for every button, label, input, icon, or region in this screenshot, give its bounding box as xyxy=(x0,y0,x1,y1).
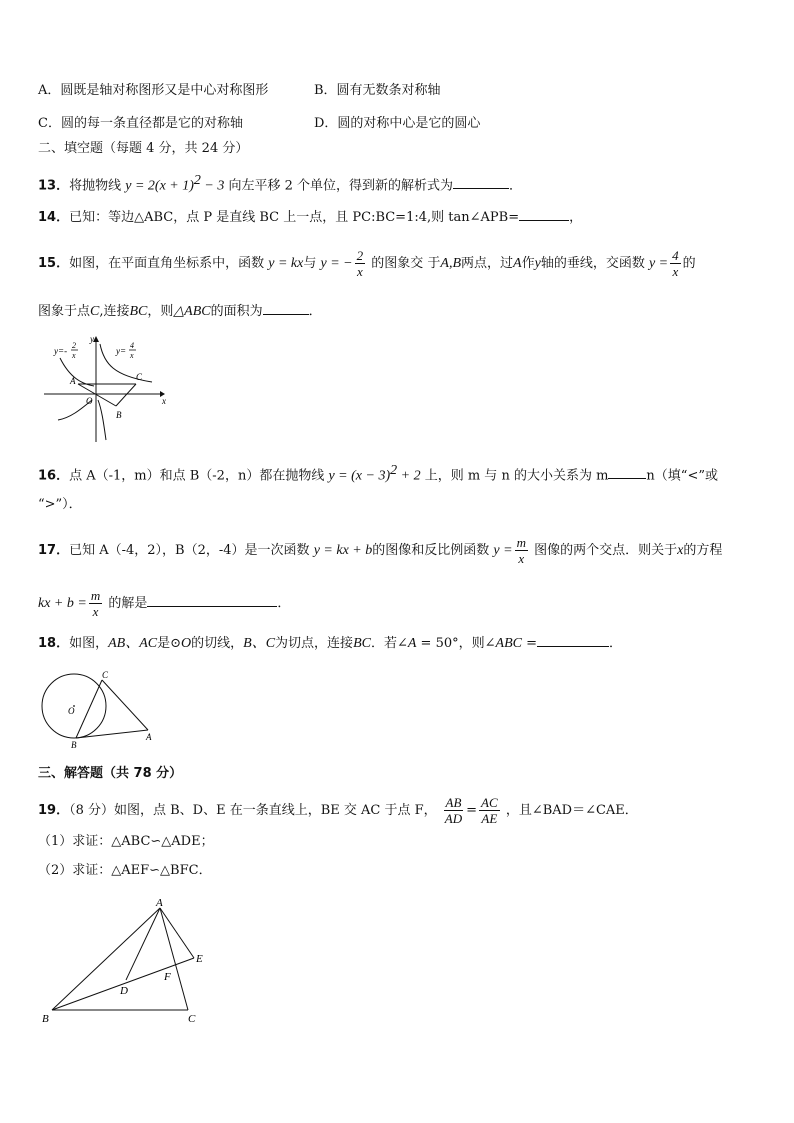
question-17-line1: 17．已知 A（-4，2），B（2，-4）是一次函数 y = kx + b的图像和反比例函数 y = $\frac{m}{x}$ 图像的两个交点．则关于x的方程 xyxy=(38,535,723,566)
svg-text:4: 4 xyxy=(130,341,134,350)
question-15-figure xyxy=(40,334,165,444)
point-a-label: A xyxy=(146,732,152,742)
origin-label: O xyxy=(86,396,93,406)
point-b-label: B xyxy=(71,740,77,750)
choice-c: C．圆的每一条直径都是它的对称轴 xyxy=(38,116,243,131)
point-c-label: C xyxy=(188,1013,196,1025)
x-axis-label: x xyxy=(162,396,166,406)
point-d-label: D xyxy=(120,985,128,997)
question-18: 18．如图，AB、AC是⊙O的切线，B、C为切点，连接BC．若∠A = 50°，则∠ABC = ． xyxy=(38,636,623,651)
point-a-label: A xyxy=(156,897,163,909)
answer-blank[interactable] xyxy=(519,208,569,221)
curve-neg2-lower xyxy=(98,400,106,440)
question-19-figure xyxy=(38,896,218,1028)
answer-blank[interactable] xyxy=(537,634,609,647)
answer-blank[interactable] xyxy=(608,466,646,479)
function-label-pos4: y= xyxy=(116,346,127,356)
choice-a: A．圆既是轴对称图形又是中心对称图形 xyxy=(38,83,269,98)
svg-text:x: x xyxy=(130,351,134,360)
choice-b: B．圆有无数条对称轴 xyxy=(314,83,441,98)
point-b-label: B xyxy=(42,1013,49,1025)
choice-d: D．圆的对称中心是它的圆心 xyxy=(314,116,481,131)
question-19-part-1: （1）求证：△ABC∽△ADE； xyxy=(38,834,214,849)
curve-neg2-upper xyxy=(60,358,94,386)
point-b-label: B xyxy=(116,410,122,420)
answer-blank[interactable] xyxy=(263,302,309,315)
point-f-label: F xyxy=(164,971,171,983)
question-19-part-2: （2）求证：△AEF∽△BFC． xyxy=(38,863,212,878)
section-fill-blank-heading: 二、填空题（每题 4 分，共 24 分） xyxy=(38,141,249,156)
center-o-label: O xyxy=(68,706,75,716)
svg-text:2: 2 xyxy=(72,341,76,350)
question-15-line1: 15．如图，在平面直角坐标系中，函数 y = kx与 y = − $\frac{2}{x}$ 的图象交 于A,B两点，过A作y轴的垂线，交函数 y = $\frac{4}{x}$ 的 xyxy=(38,248,696,279)
question-15-line2: 图象于点C,连接BC，则△ABC的面积为 ． xyxy=(38,304,322,319)
question-16-line2: “>”）． xyxy=(38,497,82,512)
question-14: 14．已知：等边△ABC，点 P 是直线 BC 上一点，且 PC:BC=1:4,则 tan∠APB= ， xyxy=(38,210,583,225)
point-e-label: E xyxy=(196,953,203,965)
question-16-line1: 16．点 A（-1，m）和点 B（-2，n）都在抛物线 $y = (x - 3)^2 + 2$ 上，则 m 与 n 的大小关系为 m n（填“<”或 xyxy=(38,463,718,484)
answer-blank[interactable] xyxy=(453,176,509,189)
function-label-neg2: y=- xyxy=(54,346,68,356)
section-answers-heading: 三、解答题（共 78 分） xyxy=(38,766,183,781)
question-17-line2: kx + b = $\frac{m}{x}$ 的解是 ． xyxy=(38,588,291,619)
point-c-label: C xyxy=(102,670,109,680)
question-18-figure xyxy=(38,668,158,750)
y-axis-label: y xyxy=(90,334,94,344)
svg-text:x: x xyxy=(72,351,76,360)
point-c-label: C xyxy=(136,372,143,382)
question-13: 13．将抛物线 $y = 2(x + 1)^2 - 3$ 向左平移 2 个单位，得到新的解析式为 ． xyxy=(38,173,523,194)
point-a-label: A xyxy=(70,376,76,386)
question-19: 19．（8 分）如图，点 B、D、E 在一条直线上，BE 交 AC 于点 F， $\frac{AB}{AD}$ = $\frac{AC}{AE}$ ，且∠BAD＝∠CAE． xyxy=(38,795,638,826)
answer-blank[interactable] xyxy=(147,594,277,607)
